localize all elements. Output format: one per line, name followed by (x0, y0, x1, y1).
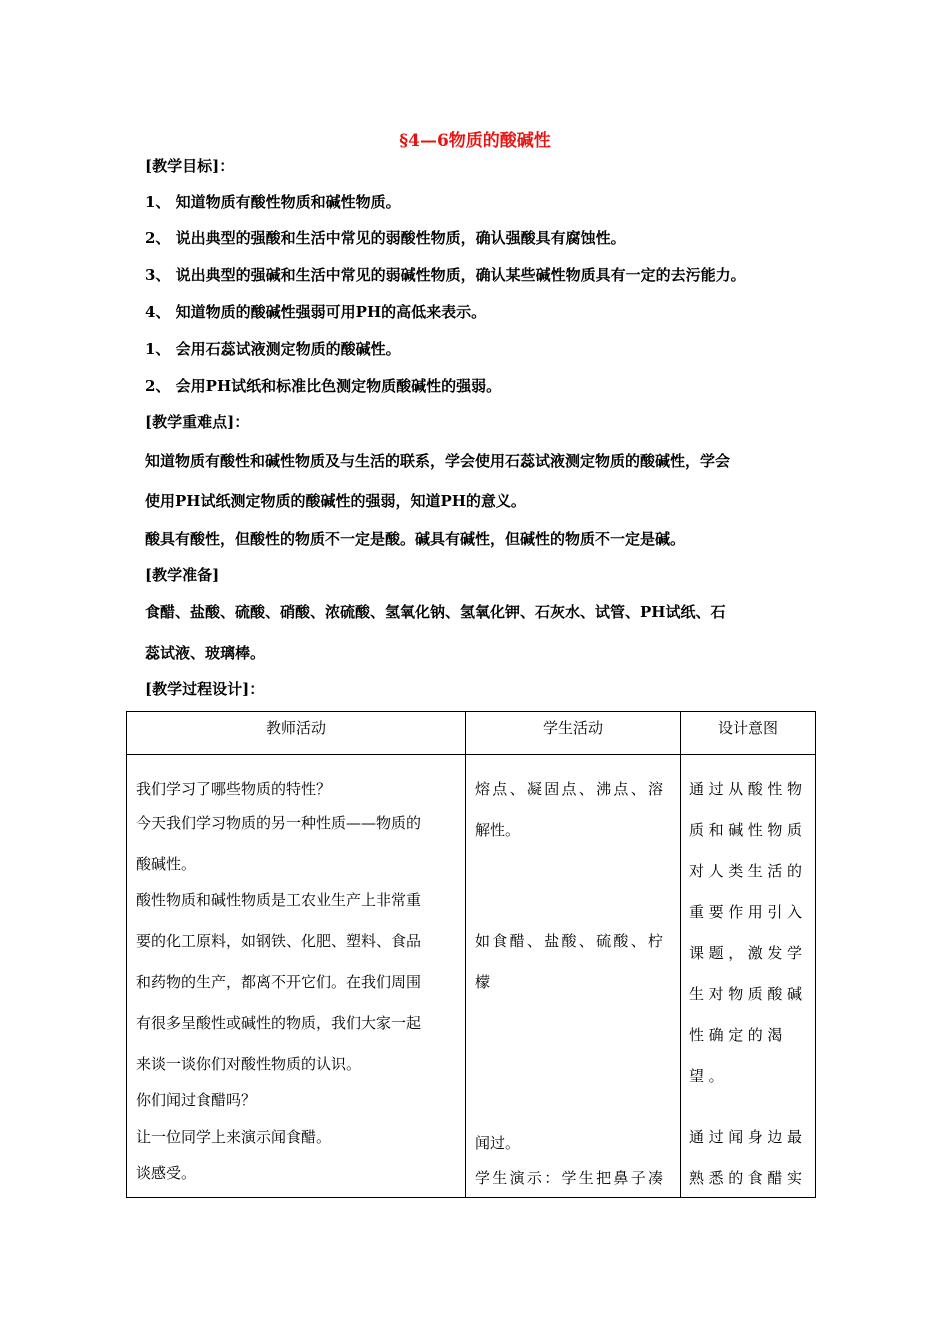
intent-line: 对人类生活的 (689, 862, 807, 880)
intent-line: 课题，激发学 (689, 944, 807, 962)
column-header-student: 学生活动 (466, 712, 681, 755)
student-line: 闻过。 (475, 1134, 521, 1152)
difficulties-line: 使用PH试纸测定物质的酸碱性的强弱，知道PH的意义。 (145, 492, 526, 510)
difficulties-line: 酸具有酸性，但酸性的物质不一定是酸。碱具有碱性，但碱性的物质不一定是碱。 (145, 530, 686, 548)
teacher-line: 来谈一谈你们对酸性物质的认识。 (136, 1055, 362, 1073)
teacher-line: 和药物的生产，都离不开它们。在我们周围 (136, 973, 422, 991)
objective-item: 1、 会用石蕊试液测定物质的酸碱性。 (145, 340, 401, 358)
intent-line: 通过从酸性物 (689, 780, 807, 798)
objective-item: 1、 知道物质有酸性物质和碱性物质。 (145, 193, 401, 211)
teacher-activity-cell (127, 755, 466, 1198)
intent-line: 生对物质酸碱 (689, 985, 807, 1003)
student-line: 檬 (475, 973, 491, 991)
student-activity-cell (466, 755, 681, 1198)
page-title: §4—6物质的酸碱性 (399, 131, 551, 151)
teacher-line: 谈感受。 (136, 1164, 197, 1182)
column-header-teacher: 教师活动 (127, 712, 466, 755)
difficulties-heading: [教学重难点]： (145, 413, 250, 431)
student-line: 如食醋、盐酸、硫酸、柠 (475, 932, 666, 950)
teacher-line: 要的化工原料，如钢铁、化肥、塑料、食品 (136, 932, 422, 950)
teacher-line: 酸性物质和碱性物质是工农业生产上非常重 (136, 891, 422, 909)
teacher-line: 我们学习了哪些物质的特性？ (136, 780, 332, 798)
intent-line: 质和碱性物质 (689, 821, 807, 839)
teacher-line: 今天我们学习物质的另一种性质——物质的 (136, 814, 422, 832)
intent-line: 通过闻身边最 (689, 1128, 807, 1146)
objective-item: 4、 知道物质的酸碱性强弱可用PH的高低来表示。 (145, 303, 487, 321)
teacher-line: 酸碱性。 (136, 855, 197, 873)
column-header-intent: 设计意图 (681, 712, 816, 755)
intent-line: 重要作用引入 (689, 903, 807, 921)
student-line: 学生演示：学生把鼻子凑 (475, 1169, 666, 1187)
table-header-row (127, 712, 816, 755)
difficulties-line: 知道物质有酸性和碱性物质及与生活的联系，学会使用石蕊试液测定物质的酸碱性，学会 (145, 452, 731, 470)
preparation-heading: [教学准备] (145, 566, 220, 584)
objective-item: 2、 说出典型的强酸和生活中常见的弱酸性物质，确认强酸具有腐蚀性。 (145, 229, 626, 247)
student-line: 熔点、凝固点、沸点、溶 (475, 780, 666, 798)
process-table (126, 711, 816, 1198)
objective-item: 3、 说出典型的强碱和生活中常见的弱碱性物质，确认某些碱性物质具有一定的去污能力。 (145, 266, 746, 284)
teacher-line: 有很多呈酸性或碱性的物质，我们大家一起 (136, 1014, 422, 1032)
teacher-line: 让一位同学上来演示闻食醋。 (136, 1128, 332, 1146)
intent-line: 性确定的渴 (689, 1026, 788, 1044)
objectives-heading: [教学目标]： (145, 157, 235, 175)
student-line: 解性。 (475, 821, 521, 839)
table-row (127, 755, 816, 1198)
preparation-line: 食醋、盐酸、硫酸、硝酸、浓硫酸、氢氧化钠、氢氧化钾、石灰水、试管、PH试纸、石 (145, 603, 726, 621)
design-intent-cell (681, 755, 816, 1198)
intent-line: 熟悉的食醋实 (689, 1169, 807, 1187)
preparation-line: 蕊试液、玻璃棒。 (145, 644, 266, 662)
intent-line: 望。 (689, 1067, 729, 1085)
objective-item: 2、 会用PH试纸和标准比色测定物质酸碱性的强弱。 (145, 377, 502, 395)
process-heading: [教学过程设计]： (145, 680, 265, 698)
teacher-line: 你们闻过食醋吗？ (136, 1091, 257, 1109)
